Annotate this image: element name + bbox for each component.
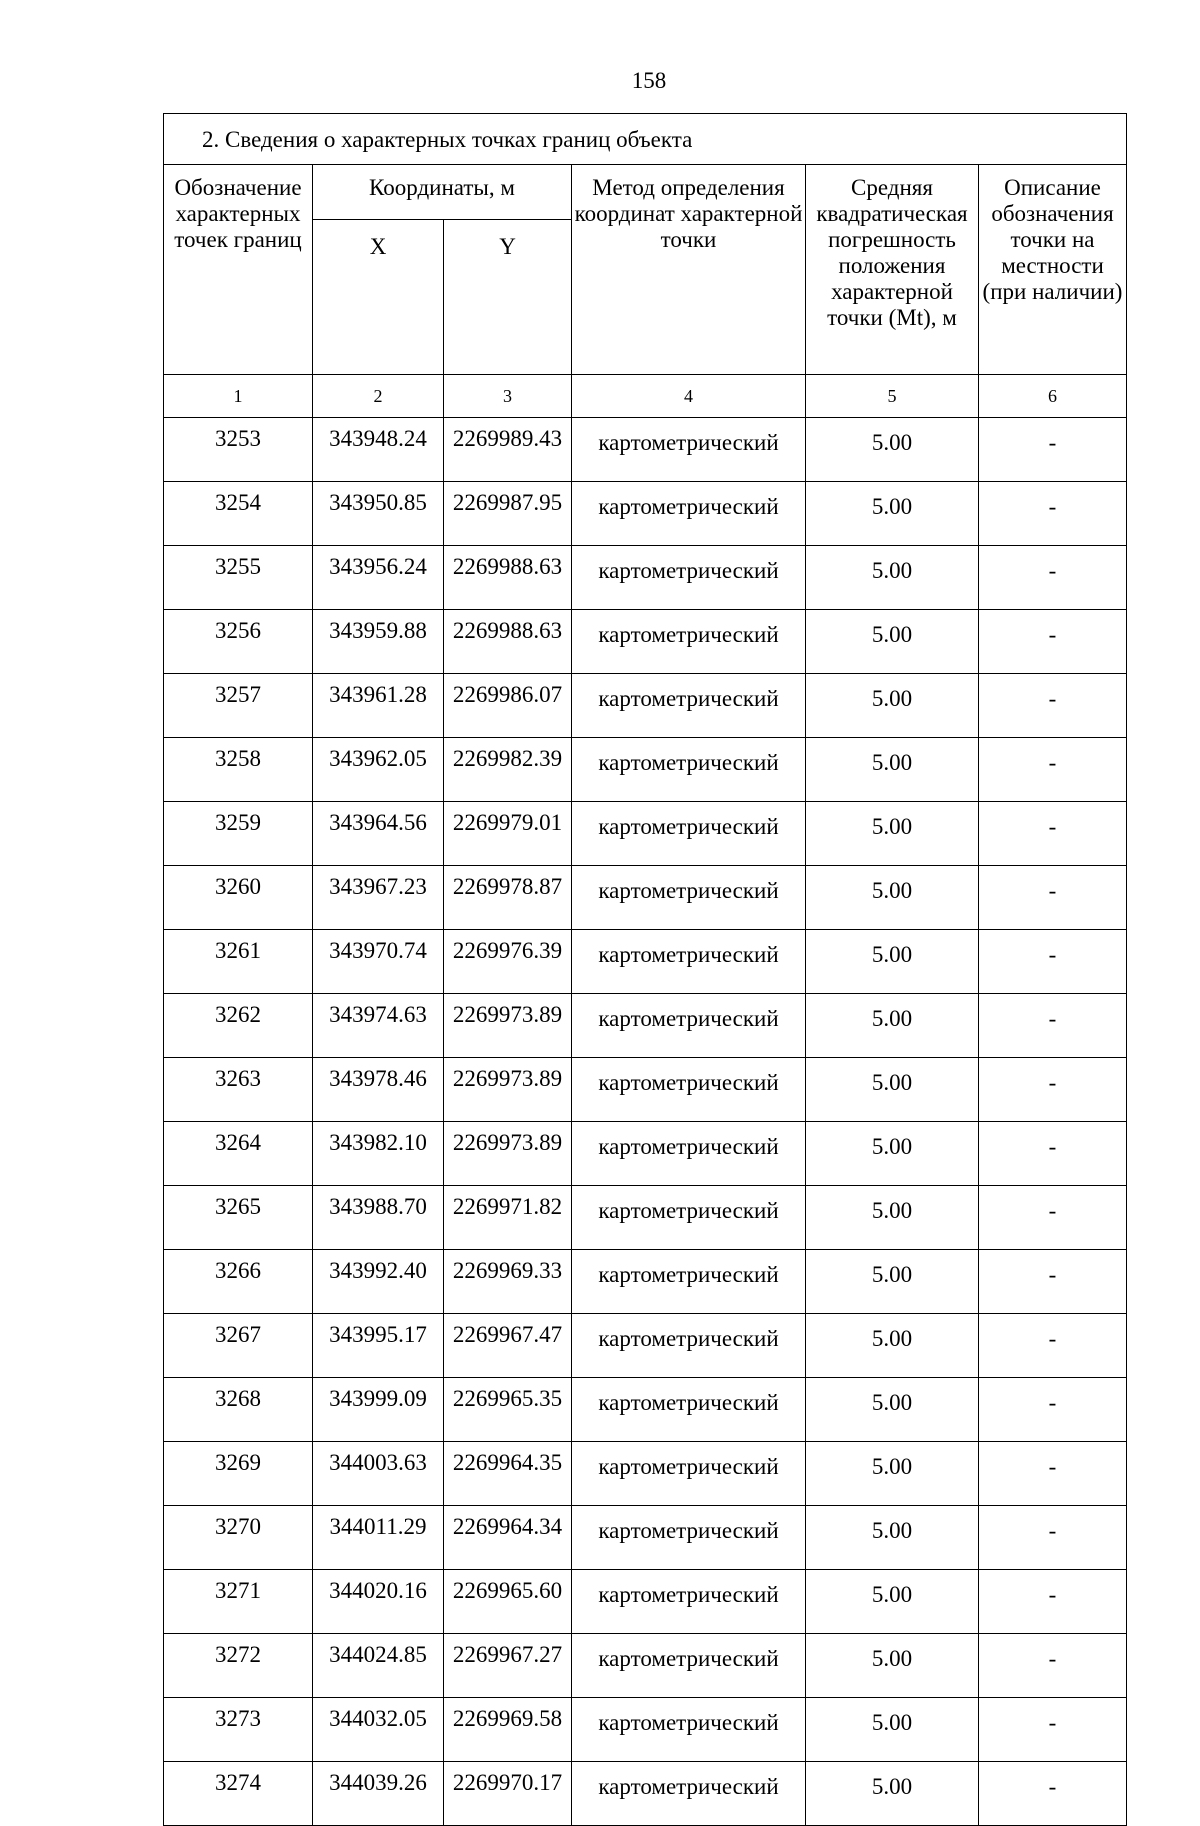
coordinate-y-cell: 2269979.01 xyxy=(444,802,572,866)
mean-square-error-cell: 5.00 xyxy=(806,1250,979,1314)
coordinate-x-cell: 343995.17 xyxy=(313,1314,444,1378)
column-number: 3 xyxy=(444,375,572,418)
table-row xyxy=(164,482,1127,546)
table-row xyxy=(164,930,1127,994)
header-method: Метод определения координат характерной точки xyxy=(572,165,806,375)
method-cell: картометрический xyxy=(572,1058,806,1122)
coordinate-x-cell: 343948.24 xyxy=(313,418,444,482)
point-designation-cell: 3255 xyxy=(164,546,313,610)
coordinate-y-cell: 2269973.89 xyxy=(444,994,572,1058)
description-cell: - xyxy=(979,1058,1127,1122)
mean-square-error-cell: 5.00 xyxy=(806,1186,979,1250)
coordinate-y-cell: 2269978.87 xyxy=(444,866,572,930)
coordinate-y-cell: 2269965.60 xyxy=(444,1570,572,1634)
description-cell: - xyxy=(979,994,1127,1058)
header-description: Описание обозначения точки на местности (при наличии) xyxy=(979,165,1127,375)
mean-square-error-cell: 5.00 xyxy=(806,1442,979,1506)
column-number: 2 xyxy=(313,375,444,418)
method-cell: картометрический xyxy=(572,1250,806,1314)
point-designation-cell: 3270 xyxy=(164,1506,313,1570)
description-cell: - xyxy=(979,1570,1127,1634)
table-row xyxy=(164,1634,1127,1698)
point-designation-cell: 3259 xyxy=(164,802,313,866)
header-mean-square-error: Средняя квадратическая погрешность положения характерной точки (Mt), м xyxy=(806,165,979,375)
method-cell: картометрический xyxy=(572,482,806,546)
mean-square-error-cell: 5.00 xyxy=(806,418,979,482)
coordinate-x-cell: 343988.70 xyxy=(313,1186,444,1250)
coordinate-y-cell: 2269973.89 xyxy=(444,1122,572,1186)
method-cell: картометрический xyxy=(572,1186,806,1250)
point-designation-cell: 3274 xyxy=(164,1762,313,1826)
coordinate-y-cell: 2269987.95 xyxy=(444,482,572,546)
coordinate-x-cell: 343999.09 xyxy=(313,1378,444,1442)
description-cell: - xyxy=(979,1506,1127,1570)
mean-square-error-cell: 5.00 xyxy=(806,1762,979,1826)
section-title-row xyxy=(164,114,1127,165)
description-cell: - xyxy=(979,1762,1127,1826)
table-row xyxy=(164,418,1127,482)
method-cell: картометрический xyxy=(572,1570,806,1634)
point-designation-cell: 3271 xyxy=(164,1570,313,1634)
method-cell: картометрический xyxy=(572,1634,806,1698)
table-row xyxy=(164,1058,1127,1122)
mean-square-error-cell: 5.00 xyxy=(806,994,979,1058)
method-cell: картометрический xyxy=(572,610,806,674)
method-cell: картометрический xyxy=(572,418,806,482)
description-cell: - xyxy=(979,1186,1127,1250)
method-cell: картометрический xyxy=(572,802,806,866)
coordinate-y-cell: 2269967.27 xyxy=(444,1634,572,1698)
coordinate-y-cell: 2269964.34 xyxy=(444,1506,572,1570)
method-cell: картометрический xyxy=(572,1122,806,1186)
column-number: 6 xyxy=(979,375,1127,418)
method-cell: картометрический xyxy=(572,930,806,994)
description-cell: - xyxy=(979,1442,1127,1506)
coordinate-y-cell: 2269967.47 xyxy=(444,1314,572,1378)
point-designation-cell: 3262 xyxy=(164,994,313,1058)
coordinate-x-cell: 344032.05 xyxy=(313,1698,444,1762)
point-designation-cell: 3257 xyxy=(164,674,313,738)
page-number: 158 xyxy=(631,68,667,93)
point-designation-cell: 3273 xyxy=(164,1698,313,1762)
coordinate-x-cell: 343959.88 xyxy=(313,610,444,674)
coordinate-x-cell: 343992.40 xyxy=(313,1250,444,1314)
coordinate-x-cell: 343970.74 xyxy=(313,930,444,994)
method-cell: картометрический xyxy=(572,994,806,1058)
point-designation-cell: 3256 xyxy=(164,610,313,674)
method-cell: картометрический xyxy=(572,1314,806,1378)
coordinate-x-cell: 343967.23 xyxy=(313,866,444,930)
coordinate-y-cell: 2269965.35 xyxy=(444,1378,572,1442)
coordinate-x-cell: 344003.63 xyxy=(313,1442,444,1506)
point-designation-cell: 3254 xyxy=(164,482,313,546)
table-row xyxy=(164,1186,1127,1250)
header-row xyxy=(164,165,1127,220)
table-row xyxy=(164,1378,1127,1442)
method-cell: картометрический xyxy=(572,866,806,930)
column-number: 1 xyxy=(164,375,313,418)
coordinate-x-cell: 344039.26 xyxy=(313,1762,444,1826)
mean-square-error-cell: 5.00 xyxy=(806,1314,979,1378)
method-cell: картометрический xyxy=(572,546,806,610)
header-coordinates: Координаты, м xyxy=(313,165,572,220)
description-cell: - xyxy=(979,1698,1127,1762)
table-row xyxy=(164,866,1127,930)
coordinate-x-cell: 343982.10 xyxy=(313,1122,444,1186)
point-designation-cell: 3269 xyxy=(164,1442,313,1506)
point-designation-cell: 3253 xyxy=(164,418,313,482)
column-numbers-row xyxy=(164,375,1127,418)
description-cell: - xyxy=(979,1378,1127,1442)
description-cell: - xyxy=(979,802,1127,866)
coordinate-y-cell: 2269988.63 xyxy=(444,610,572,674)
point-designation-cell: 3265 xyxy=(164,1186,313,1250)
method-cell: картометрический xyxy=(572,674,806,738)
table-row xyxy=(164,1762,1127,1826)
description-cell: - xyxy=(979,1314,1127,1378)
point-designation-cell: 3263 xyxy=(164,1058,313,1122)
coordinate-y-cell: 2269982.39 xyxy=(444,738,572,802)
mean-square-error-cell: 5.00 xyxy=(806,546,979,610)
mean-square-error-cell: 5.00 xyxy=(806,1634,979,1698)
table-row xyxy=(164,1442,1127,1506)
boundary-points-table xyxy=(163,113,1127,1826)
mean-square-error-cell: 5.00 xyxy=(806,1506,979,1570)
mean-square-error-cell: 5.00 xyxy=(806,1698,979,1762)
coordinate-y-cell: 2269973.89 xyxy=(444,1058,572,1122)
description-cell: - xyxy=(979,674,1127,738)
coordinate-y-cell: 2269989.43 xyxy=(444,418,572,482)
column-number: 4 xyxy=(572,375,806,418)
table-row xyxy=(164,802,1127,866)
coordinate-y-cell: 2269969.58 xyxy=(444,1698,572,1762)
coordinate-x-cell: 344020.16 xyxy=(313,1570,444,1634)
coordinate-x-cell: 344024.85 xyxy=(313,1634,444,1698)
table-row xyxy=(164,1506,1127,1570)
coordinate-x-cell: 343974.63 xyxy=(313,994,444,1058)
mean-square-error-cell: 5.00 xyxy=(806,930,979,994)
description-cell: - xyxy=(979,930,1127,994)
coordinate-y-cell: 2269971.82 xyxy=(444,1186,572,1250)
mean-square-error-cell: 5.00 xyxy=(806,610,979,674)
mean-square-error-cell: 5.00 xyxy=(806,674,979,738)
point-designation-cell: 3258 xyxy=(164,738,313,802)
coordinate-x-cell: 343961.28 xyxy=(313,674,444,738)
mean-square-error-cell: 5.00 xyxy=(806,802,979,866)
description-cell: - xyxy=(979,1634,1127,1698)
point-designation-cell: 3260 xyxy=(164,866,313,930)
coordinate-y-cell: 2269988.63 xyxy=(444,546,572,610)
point-designation-cell: 3268 xyxy=(164,1378,313,1442)
description-cell: - xyxy=(979,1250,1127,1314)
description-cell: - xyxy=(979,866,1127,930)
table-row xyxy=(164,994,1127,1058)
description-cell: - xyxy=(979,482,1127,546)
coordinate-y-cell: 2269970.17 xyxy=(444,1762,572,1826)
description-cell: - xyxy=(979,610,1127,674)
method-cell: картометрический xyxy=(572,1698,806,1762)
table-row xyxy=(164,1698,1127,1762)
column-number: 5 xyxy=(806,375,979,418)
header-y: Y xyxy=(444,220,572,375)
description-cell: - xyxy=(979,738,1127,802)
coordinate-x-cell: 343978.46 xyxy=(313,1058,444,1122)
coordinate-x-cell: 344011.29 xyxy=(313,1506,444,1570)
header-point-designation: Обозначение характерных точек границ xyxy=(164,165,313,375)
table-row xyxy=(164,674,1127,738)
coordinate-y-cell: 2269976.39 xyxy=(444,930,572,994)
table-row xyxy=(164,546,1127,610)
description-cell: - xyxy=(979,418,1127,482)
point-designation-cell: 3267 xyxy=(164,1314,313,1378)
point-designation-cell: 3272 xyxy=(164,1634,313,1698)
coordinate-x-cell: 343956.24 xyxy=(313,546,444,610)
mean-square-error-cell: 5.00 xyxy=(806,1122,979,1186)
method-cell: картометрический xyxy=(572,738,806,802)
method-cell: картометрический xyxy=(572,1506,806,1570)
section-title: 2. Сведения о характерных точках границ объекта xyxy=(164,114,1127,165)
coordinate-x-cell: 343950.85 xyxy=(313,482,444,546)
coordinate-x-cell: 343962.05 xyxy=(313,738,444,802)
coordinate-y-cell: 2269969.33 xyxy=(444,1250,572,1314)
table-row xyxy=(164,738,1127,802)
method-cell: картометрический xyxy=(572,1442,806,1506)
point-designation-cell: 3261 xyxy=(164,930,313,994)
method-cell: картометрический xyxy=(572,1762,806,1826)
table-row xyxy=(164,1250,1127,1314)
mean-square-error-cell: 5.00 xyxy=(806,1378,979,1442)
point-designation-cell: 3266 xyxy=(164,1250,313,1314)
coordinate-x-cell: 343964.56 xyxy=(313,802,444,866)
mean-square-error-cell: 5.00 xyxy=(806,1570,979,1634)
description-cell: - xyxy=(979,1122,1127,1186)
mean-square-error-cell: 5.00 xyxy=(806,738,979,802)
description-cell: - xyxy=(979,546,1127,610)
table-row xyxy=(164,1570,1127,1634)
mean-square-error-cell: 5.00 xyxy=(806,482,979,546)
coordinate-y-cell: 2269986.07 xyxy=(444,674,572,738)
mean-square-error-cell: 5.00 xyxy=(806,1058,979,1122)
table-row xyxy=(164,610,1127,674)
header-x: X xyxy=(313,220,444,375)
table-row xyxy=(164,1122,1127,1186)
coordinate-y-cell: 2269964.35 xyxy=(444,1442,572,1506)
method-cell: картометрический xyxy=(572,1378,806,1442)
table-row xyxy=(164,1314,1127,1378)
point-designation-cell: 3264 xyxy=(164,1122,313,1186)
mean-square-error-cell: 5.00 xyxy=(806,866,979,930)
